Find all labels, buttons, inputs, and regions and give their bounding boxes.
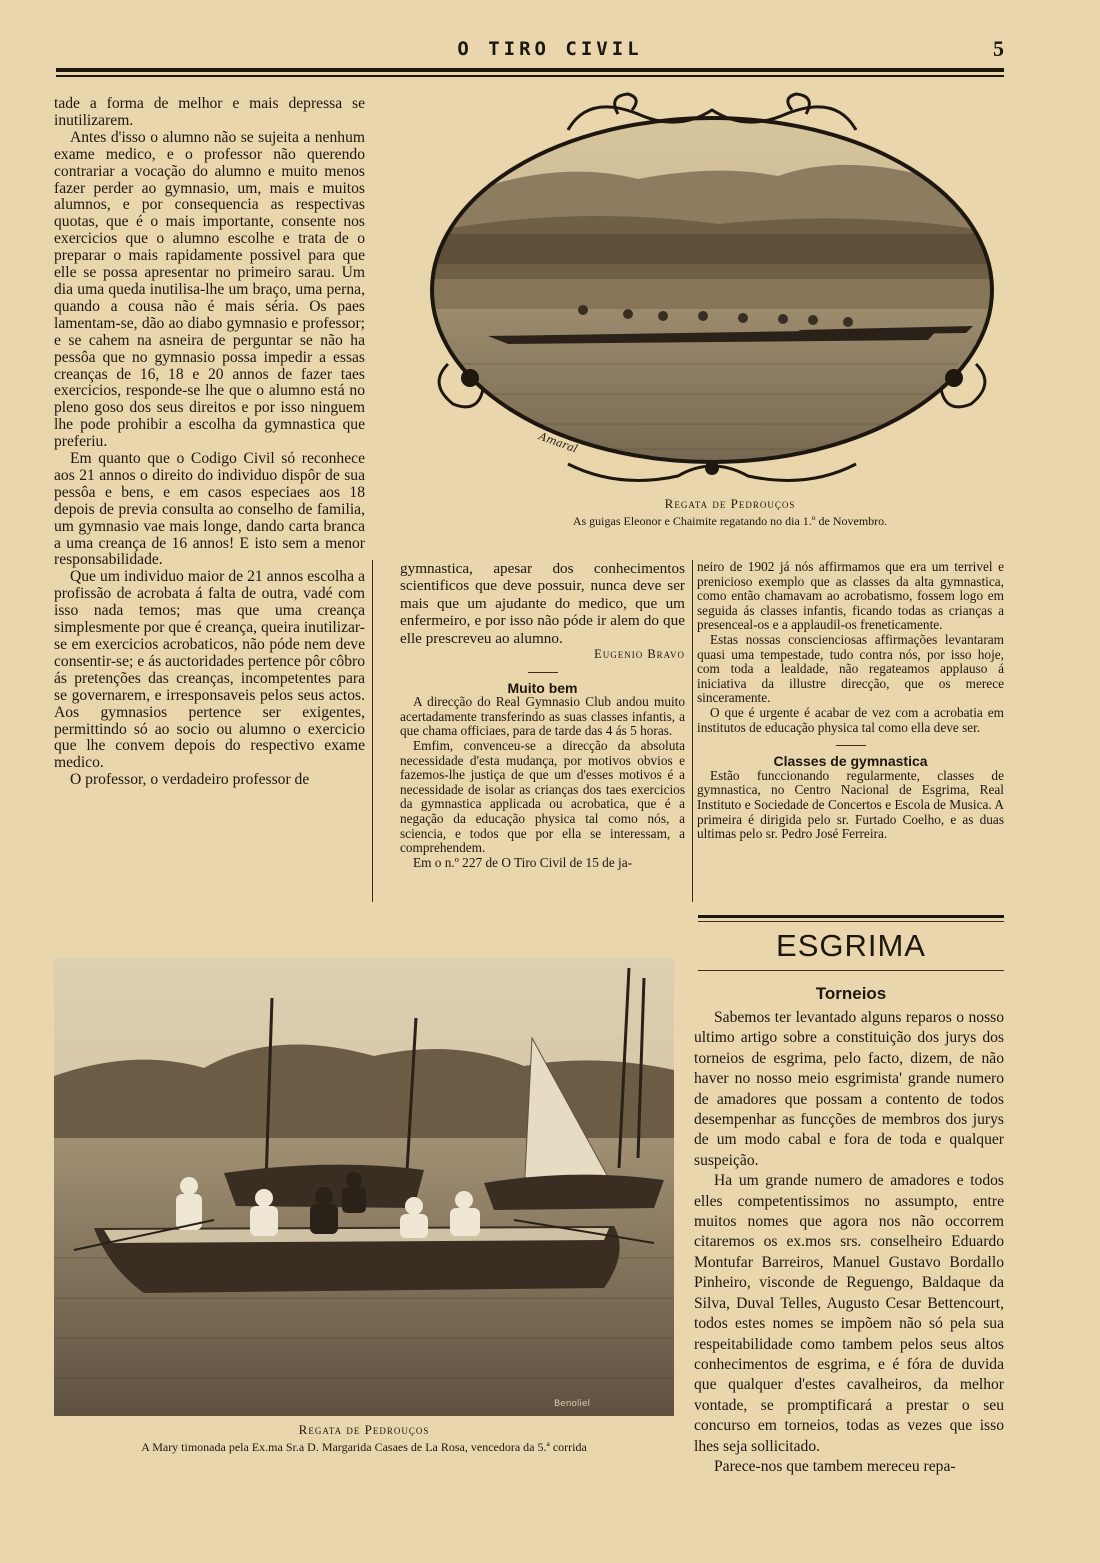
header-rule-thick bbox=[56, 68, 1004, 72]
paragraph: Sabemos ter levantado alguns reparos o nosso ultimo artigo sobre a constituição dos jurys dos torneios de esgrima, pelo facto, dizem, de não haver no nosso meio esgrimista' grande numero de amadores que possam a contento de todos desempenhar as funcções de membros dos jurys de um modo cabal e fora de toda e qualquer suspeição. bbox=[694, 1009, 1004, 1169]
column-left-article bbox=[54, 96, 365, 789]
paragraph: Estão funccionando regularmente, classes de gymnastica, no Centro Nacional de Esgrima, Real Instituto e Sociedade de Concertos e Escola de Musica. A primeira é dirigida pelo sr. Furtado Coelho, e as duas ultimas pelo sr. Pedro José Ferreira. bbox=[697, 767, 1004, 842]
torneios-heading: Torneios bbox=[815, 984, 887, 1003]
column-right-article bbox=[697, 560, 1004, 842]
paragraph: A direcção do Real Gymnasio Club andou muito acertadamente transferindo as suas classes infantis, a que chama officiaes, para de tarde das 4 ás 5 horas. bbox=[400, 694, 685, 739]
paragraph: Parece-nos que tambem mereceu repa- bbox=[714, 1457, 956, 1475]
paragraph: Antes d'isso o alumno não se sujeita a nenhum exame medico, e o professor não querendo contrariar a vocação do alumno e muito menos fazer perder ao gymnasio, um, mais e muitos alumnos, e por consequencia as respectivas quotas, que é o mais importante, consente nos exercicios que o alumno escolhe e trata de o preparar o mais rapidamente possivel para que elle se possa apresentar no primeiro sarau. Um dia uma queda inutilisa-lhe um braço, uma perna, quando a cousa não é mais séria. Os paes lamentam-se, dão ao diabo gymnasio e professor; e se cahem na asneira de perguntar se não ha pessôa que no gymnasio possa impedir a essas creanças de 16, 18 e 20 annos de fazer taes exercicios, responde-se lhe que o alumno está no pleno goso dos seus direitos e por isso ninguem lhe pode prohibir a escolha da gymnastica que preferiu. bbox=[54, 128, 365, 451]
paragraph: Ha um grande numero de amadores e todos elles competentissimos no assumpto, entre muitos nomes que agora nos não occorrem citaremos os ex.mos srs. conselheiro Eduardo Montufar Barreiros, Manuel Gustavo Bordallo Pinheiro, visconde de Reguengo, Baldaque da Silva, Duval Telles, Augusto Cesar Bettencourt, todos estes nomes se impõem não só pela sua respeitabilidade como tambem pelos seus altos conhecimentos de esgrima, e é fóra de duvida que qualquer d'estes cavalheiros, da melhor vontade, se promptificará a prestar o seu concurso em torneios, todas as vezes que isso lhes seja sollicitado. bbox=[694, 1172, 1004, 1455]
section-title-muito-bem: Muito bem bbox=[507, 679, 578, 696]
artist-signature: Amaral bbox=[536, 429, 580, 456]
section-divider bbox=[528, 672, 558, 673]
paragraph: Em o n.º 227 de O Tiro Civil de 15 de ja- bbox=[413, 854, 633, 870]
photographer-mark: Benoliel bbox=[554, 1399, 590, 1409]
photo2-caption-title: Regata de Pedrouços bbox=[298, 1422, 430, 1437]
article-signature: Eugenio Bravo bbox=[594, 647, 685, 662]
page-number: 5 bbox=[993, 36, 1004, 61]
paragraph: Estas nossas conscienciosas affirmações levantaram quasi uma tempestade, tudo contra nós, por isso hoje, com toda a lealdade, não regateamos applauso á iniciativa da illustre direcção, que os merece sinceramente. bbox=[697, 631, 1004, 706]
photo2-caption-text: A Mary timonada pela Ex.ma Sr.a D. Margarida Casaes de La Rosa, vencedora da 5.ª corrida bbox=[141, 1440, 587, 1454]
paragraph: O professor, o verdadeiro professor de bbox=[70, 771, 310, 789]
esgrima-heading: ESGRIMA bbox=[776, 928, 926, 963]
oval-photo-illustration bbox=[418, 84, 1006, 492]
regatta-boats-photo bbox=[54, 958, 674, 1416]
column-middle-article bbox=[400, 560, 685, 870]
paragraph: O que é urgente é acabar de vez com a acrobatia em institutos de educação physica tal como ella deve ser. bbox=[697, 704, 1004, 735]
paragraph: Em quanto que o Codigo Civil só reconhece aos 21 annos o direito do individuo dispôr de sua pessôa e bens, e em casos especiaes aos 18 depois de previa consulta ao conselho de familia, um gymnasio vae mais longe, dando carta branca a uma creança de 16 annos! E isto sem a menor responsabilidade. bbox=[54, 450, 365, 569]
paragraph: gymnastica, apesar dos conhecimentos scientificos que deve possuir, nunca deve ser mais que um ajudante do medico, que um enfermeiro, e por isso não póde ir alem do que elle prescreveu ao alumno. bbox=[400, 560, 685, 647]
boats-photo-illustration bbox=[54, 958, 674, 1416]
section-rule bbox=[698, 921, 1004, 922]
esgrima-article bbox=[694, 1008, 1004, 1477]
section-divider bbox=[836, 745, 866, 746]
section-rule bbox=[698, 970, 1004, 971]
photo1-caption-text: As guigas Eleonor e Chaimite regatando no dia 1.º de Novembro. bbox=[572, 514, 888, 528]
masthead-title: O TIRO CIVIL bbox=[457, 38, 643, 60]
paragraph: Que um individuo maior de 21 annos escolha a profissão de acrobata á falta de outra, vadé com isso nada temos; mas que uma creança simplesmente por que é creança, queira inutilizar-se em exercicios acrobaticos, não póde nem deve consentir-se; e ás auctoridades pertence pôr côbro ás pretenções das creanças, incompetentes para se governarem, e irresponsaveis pelos seus actos. Aos gymnasios pertence ser exigentes, permittindo só ao socio ou alumno o exercicio que lhe convem depois do respectivo exame medico. bbox=[54, 568, 365, 772]
section-rule bbox=[698, 915, 1004, 918]
section-title-classes: Classes de gymnastica bbox=[773, 753, 928, 770]
header-rule-thin bbox=[56, 75, 1004, 77]
column-divider bbox=[692, 560, 693, 902]
photo1-caption-title: Regata de Pedrouços bbox=[664, 496, 796, 511]
regatta-oval-photo bbox=[418, 84, 1006, 492]
paragraph: Emfim, convenceu-se a direcção da absoluta necessidade d'esta mudança, por motivos obvios e fazemos-lhe justiça de que um d'esses motivos é a necessidade de isolar as crianças dos taes exercicios da gymnastica applicada ou acrobatica, que é a negação da educação physica tal como nós, a sciencia, e todos que por ella se interessam, a comprehendem. bbox=[400, 738, 685, 856]
column-divider bbox=[372, 560, 373, 902]
paragraph: tade a forma de melhor e mais depressa se inutilizarem. bbox=[54, 95, 365, 129]
paragraph: neiro de 1902 já nós affirmamos que era um terrivel e prenicioso exemplo que as classes da alta gymnastica, como então chamavam ao acrobatismo, fossem logo em seguida ás classes infantis, ficando todas as crianças a presenceal-os e a applaudil-os freneticamente. bbox=[697, 559, 1004, 633]
